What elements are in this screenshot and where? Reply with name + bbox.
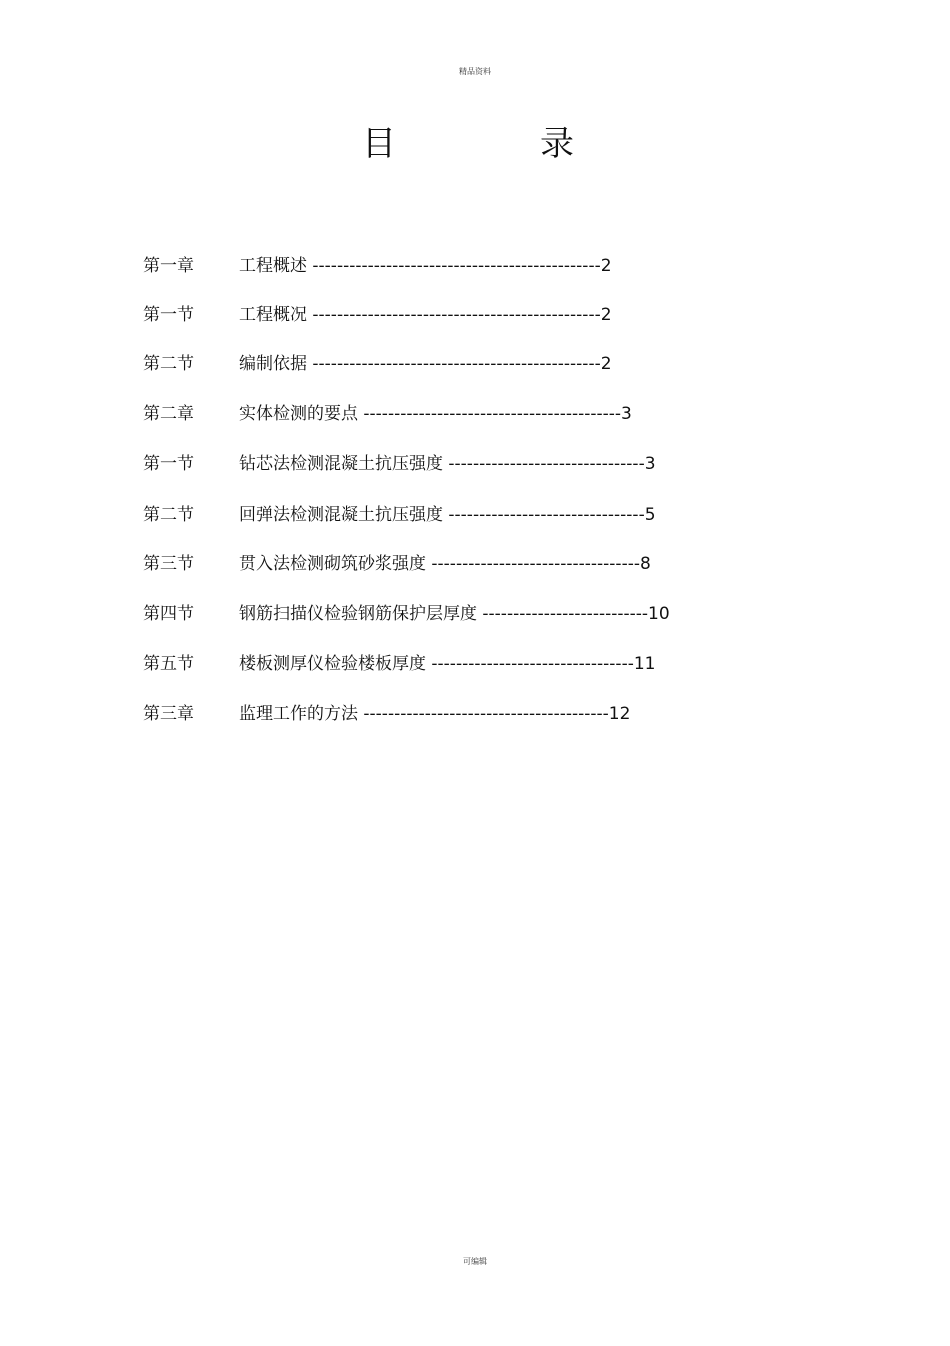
toc-entry-title: 实体检测的要点 ------------------------------------------3 (239, 404, 632, 424)
toc-entry-number: 第五节 (143, 654, 194, 674)
toc-entry-number: 第二节 (143, 505, 194, 525)
title-char-2: 录 (540, 124, 574, 164)
toc-entry-title: 贯入法检测砌筑砂浆强度 ----------------------------------8 (239, 554, 651, 574)
toc-entry-title: 钻芯法检测混凝土抗压强度 --------------------------------3 (239, 454, 656, 474)
page-title (0, 122, 950, 166)
toc-entry-title: 楼板测厚仪检验楼板厚度 ---------------------------------11 (239, 654, 656, 674)
toc-entry-title: 回弹法检测混凝土抗压强度 --------------------------------5 (239, 505, 656, 525)
toc-entry-number: 第三节 (143, 554, 194, 574)
toc-entry-number: 第三章 (143, 704, 194, 724)
footer-note: 可编辑 (463, 1257, 487, 1266)
toc-entry-number: 第一节 (143, 454, 194, 474)
title-char-1: 目 (362, 124, 396, 164)
toc-entry-number: 第二节 (143, 354, 194, 374)
toc-entry-number: 第一节 (143, 305, 194, 325)
toc-entry-number: 第四节 (143, 604, 194, 624)
toc-entry-number: 第一章 (143, 256, 194, 276)
toc-entry-number: 第二章 (143, 404, 194, 424)
toc-entry-title: 编制依据 -----------------------------------------------2 (239, 354, 612, 374)
header-note: 精品资料 (459, 67, 491, 76)
toc-entry-title: 监理工作的方法 ----------------------------------------12 (239, 704, 631, 724)
toc-entry-title: 钢筋扫描仪检验钢筋保护层厚度 ---------------------------10 (239, 604, 670, 624)
toc-entry-title: 工程概述 -----------------------------------------------2 (239, 256, 612, 276)
toc-entry-title: 工程概况 -----------------------------------------------2 (239, 305, 612, 325)
